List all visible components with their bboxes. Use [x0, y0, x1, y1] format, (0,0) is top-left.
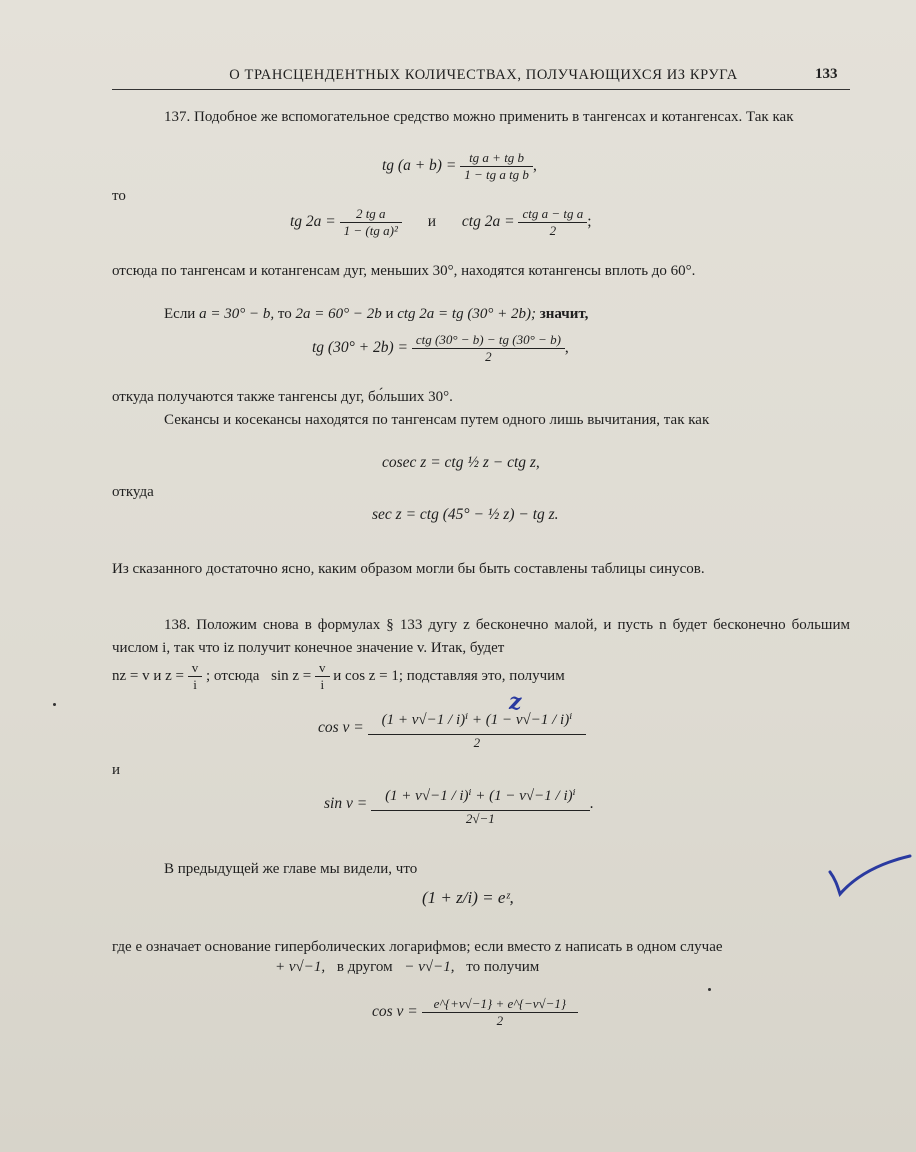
- word-otkuda: откуда: [112, 484, 154, 500]
- conjunction: и: [427, 213, 437, 231]
- formula-cos-v: [318, 706, 586, 751]
- numerator: e^{+v√−1} + e^{−v√−1}: [422, 996, 578, 1013]
- fraction: [368, 706, 587, 751]
- denominator: 2: [485, 349, 492, 364]
- fraction: [188, 660, 203, 693]
- formula-lhs: sin v =: [324, 795, 368, 813]
- paragraph-137-greater: откуда получаются также тангенсы дуг, бо́льших 30°.: [112, 389, 453, 405]
- paragraph-137-secant: Секансы и косекансы находятся по тангенсам путем одного лишь вычитания, так как: [164, 412, 710, 428]
- paper-speck: [708, 988, 711, 991]
- word-to: то: [112, 188, 126, 204]
- word: то: [277, 306, 292, 322]
- text-run: то получим: [466, 959, 540, 975]
- fraction: [412, 332, 565, 365]
- numerator: v: [315, 660, 330, 677]
- paragraph-137-if: [164, 306, 588, 323]
- formula-tangent-30: tg (30° + 2b) = $\frac{\text{ctg (30° − b) − tg (30° − b)}}{2}$ ,: [312, 332, 569, 364]
- formula-inline: 2a = 60° − 2b: [295, 306, 382, 322]
- fraction: [340, 206, 402, 239]
- formula-cosecant: cosec z = ctg ½ z − ctg z,: [382, 454, 540, 471]
- paper-speck: [53, 703, 56, 706]
- text-run: nz = v и z =: [112, 667, 185, 684]
- numerator: (1 + v√−1 / i)ⁱ + (1 − v√−1 / i)ⁱ: [368, 706, 587, 735]
- denominator: 1 − (tg a)²: [343, 223, 398, 238]
- denominator: i: [193, 677, 197, 692]
- formula-lhs: tg (30° + 2b) =: [312, 339, 408, 357]
- word-znachit: значит,: [539, 306, 589, 322]
- fraction: [518, 206, 587, 239]
- word: Если: [164, 306, 196, 322]
- formula-limit: (1 + z/i) = eᶻ,: [422, 888, 514, 907]
- fraction: [371, 782, 590, 827]
- numerator: tg a + tg b: [460, 150, 533, 167]
- formula-lhs: tg (a + b) =: [382, 157, 457, 175]
- formula-cos-exp: [372, 996, 578, 1029]
- text-run: cos z = 1; подставляя это, получим: [345, 667, 565, 684]
- handwritten-checkmark-icon: [824, 850, 914, 900]
- fraction: [315, 660, 330, 693]
- formula-lhs: cos v =: [372, 1003, 418, 1021]
- formula-lhs: cos v =: [318, 719, 364, 737]
- text-run: ; отсюда: [206, 667, 260, 684]
- word: и: [385, 306, 394, 322]
- formula-lhs: tg 2a =: [290, 213, 336, 231]
- paragraph-137-cot: отсюда по тангенсам и котангенсам дуг, меньших 30°, находятся котангенсы вплоть до 60°.: [112, 263, 696, 279]
- numerator: ctg (30° − b) − tg (30° − b): [412, 332, 565, 349]
- paragraph-138-cases: [275, 959, 539, 976]
- paragraph-138-intro: 138. Положим снова в формулах § 133 дугу z бесконечно малой, и пусть n будет бесконечно большим числом i, так что iz получит конечное значение v. Итак, будет: [112, 617, 850, 656]
- formula-inline: a = 30° − b,: [199, 306, 275, 322]
- numerator: (1 + v√−1 / i)ⁱ + (1 − v√−1 / i)ⁱ: [371, 782, 590, 811]
- paragraph-137-tables: Из сказанного достаточно ясно, каким образом могли бы быть составлены таблицы синусов.: [112, 561, 705, 577]
- text-run: sin z =: [271, 667, 312, 684]
- formula-tangent-sum: tg (a + b) = $\frac{\text{tg a + tg b}}{\text{1 − tg a tg b}}$ ,: [382, 150, 537, 182]
- header-rule: [112, 89, 850, 90]
- paragraph-138-hyperbolic: где e означает основание гиперболических логарифмов; если вместо z написать в одном случае: [112, 939, 723, 955]
- denominator: 1 − tg a tg b: [464, 167, 529, 182]
- numerator: ctg a − tg a: [518, 206, 587, 223]
- formula-inline: ctg 2a = tg (30° + 2b);: [397, 306, 536, 322]
- denominator: 2: [549, 223, 557, 238]
- text-run: в другом: [336, 959, 393, 975]
- denominator: 2√−1: [465, 811, 495, 826]
- paragraph-138-subst: [112, 660, 565, 693]
- page-number: 133: [815, 66, 838, 82]
- formula-inline: + v√−1,: [275, 959, 326, 975]
- formula-inline: − v√−1,: [404, 959, 455, 975]
- denominator: 2: [496, 1013, 504, 1028]
- fraction: [422, 996, 578, 1029]
- denominator: i: [320, 677, 325, 692]
- formula-double-angle: tg 2a = $\frac{\text{2 tg a}}{\text{1 − (tg a)²}}$ и ctg 2a = $\frac{\text{ctg a − tg a}}{2}$ ;: [290, 206, 592, 238]
- formula-sin-v: sin v = $\frac{\text{(1 + v√−1 / i)ⁱ + (1 − v√−1 / i)ⁱ}}{2√-1}$ .: [324, 782, 594, 827]
- text-run: и: [333, 667, 342, 684]
- formula-lhs-2: ctg 2a =: [461, 213, 515, 231]
- numerator: v: [188, 660, 203, 677]
- numerator: 2 tg a: [340, 206, 402, 223]
- paragraph-138-prev: В предыдущей же главе мы видели, что: [164, 861, 418, 877]
- fraction: [460, 150, 533, 183]
- running-title: О ТРАНСЦЕНДЕНТНЫХ КОЛИЧЕСТВАХ, ПОЛУЧАЮЩИХСЯ ИЗ КРУГА: [229, 67, 738, 83]
- paragraph-137-intro: 137. Подобное же вспомогательное средство можно применить в тангенсах и котангенсах. Так как: [164, 109, 794, 125]
- formula-secant: sec z = ctg (45° − ½ z) − tg z.: [372, 506, 559, 523]
- word-i: и: [112, 762, 121, 778]
- handwritten-annotation: z: [509, 689, 522, 715]
- denominator: 2: [473, 735, 481, 750]
